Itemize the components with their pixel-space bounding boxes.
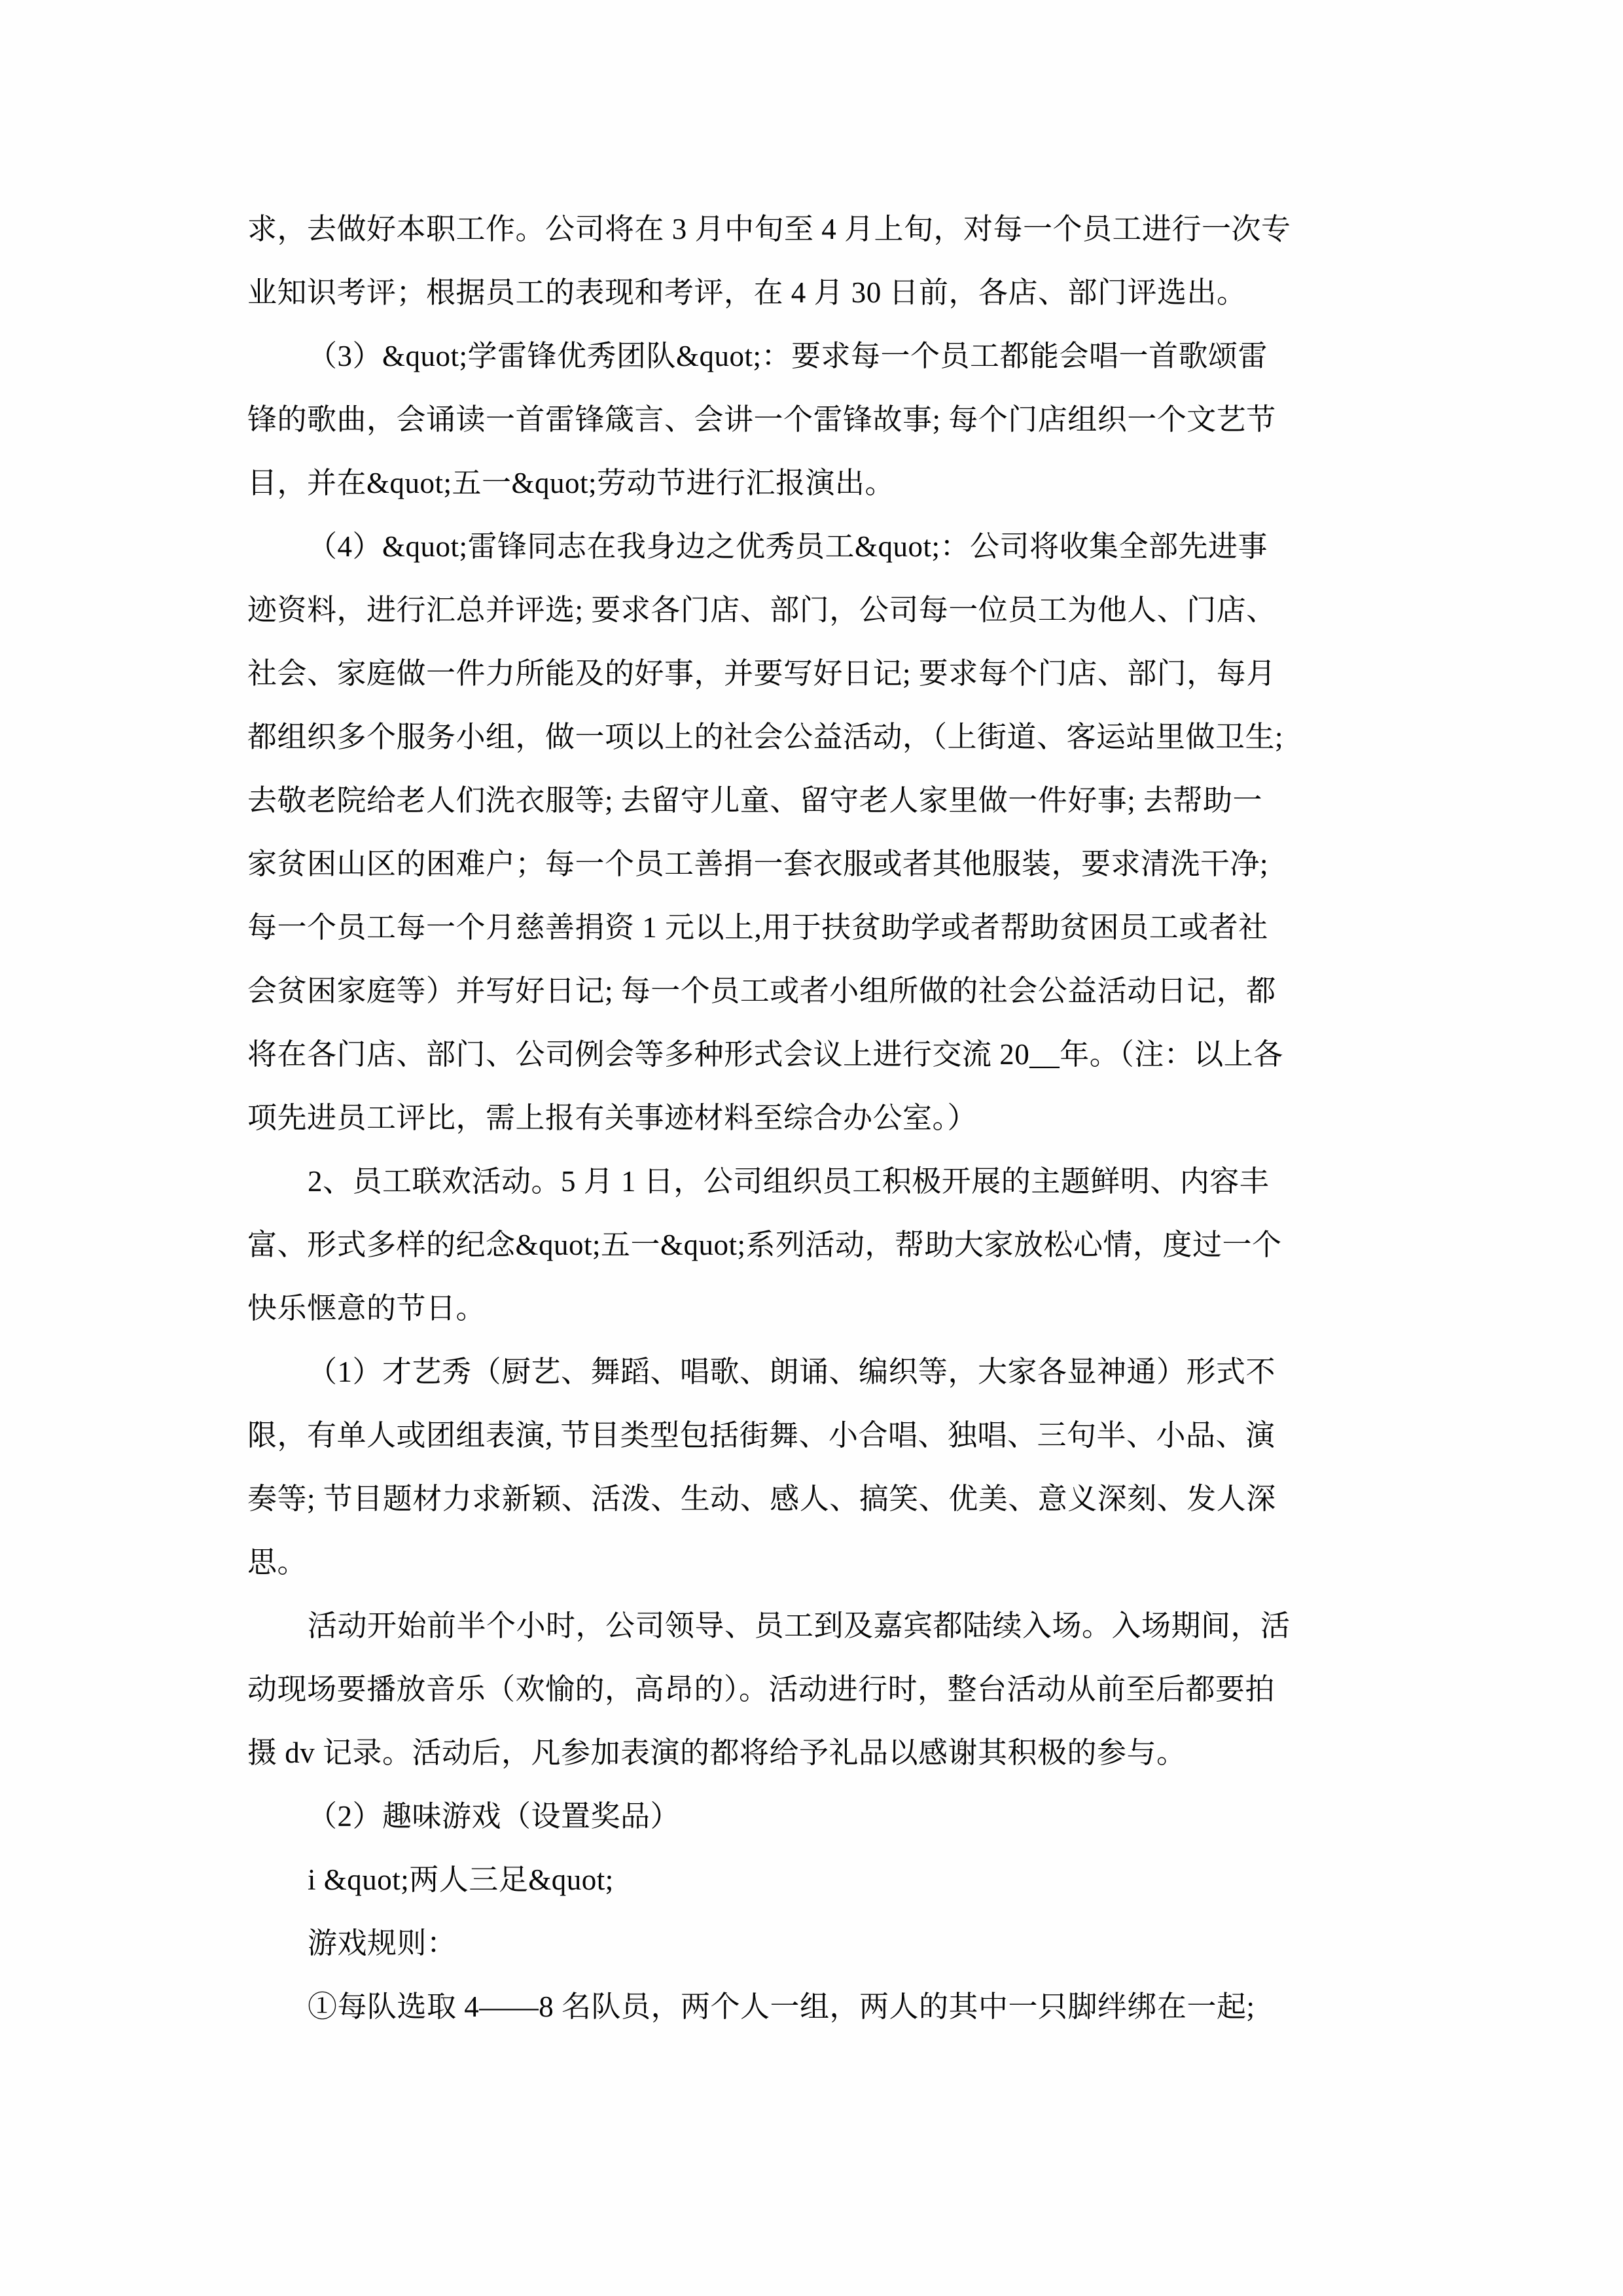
text-line: 迹资料，进行汇总并评选; 要求各门店、部门，公司每一位员工为他人、门店、 [247,594,1276,626]
text-line: 社会、家庭做一件力所能及的好事，并要写好日记; 要求每个门店、部门，每月 [247,657,1276,690]
text-line: 限，有单人或团组表演, 节目类型包括街舞、小合唱、独唱、三句半、小品、演 [247,1419,1275,1452]
text-line: 业知识考评；根据员工的表现和考评，在 4 月 30 日前，各店、部门评选出。 [247,276,1247,309]
text-line: 2、员工联欢活动。5 月 1 日，公司组织员工积极开展的主题鲜明、内容丰 [308,1165,1270,1198]
text-line: 动现场要播放音乐（欢愉的，高昂的）。活动进行时，整台活动从前至后都要拍 [247,1673,1275,1706]
text-line: 奏等; 节目题材力求新颖、活泼、生动、感人、搞笑、优美、意义深刻、发人深 [247,1482,1276,1515]
text-line: （4）&quot;雷锋同志在我身边之优秀员工&quot;：公司将收集全部先进事 [308,530,1268,563]
text-line: 项先进员工评比，需上报有关事迹材料至综合办公室。） [247,1102,978,1134]
text-line: 求，去做好本职工作。公司将在 3 月中旬至 4 月上旬，对每一个员工进行一次专 [247,213,1291,245]
text-line: ①每队选取 4——8 名队员，两个人一组，两人的其中一只脚绊绑在一起; [308,1990,1255,2023]
text-line: 活动开始前半个小时，公司领导、员工到及嘉宾都陆续入场。入场期间，活 [308,1609,1291,1642]
text-line: 去敬老院给老人们洗衣服等; 去留守儿童、留守老人家里做一件好事; 去帮助一 [247,784,1263,817]
text-line: 游戏规则： [308,1927,457,1960]
document-text-block [247,198,1380,2039]
text-line: 将在各门店、部门、公司例会等多种形式会议上进行交流 20__年。（注：以上各 [247,1038,1283,1071]
text-line: 每一个员工每一个月慈善捐资 1 元以上,用于扶贫助学或者帮助贫困员工或者社 [247,911,1268,944]
text-line: 会贫困家庭等）并写好日记; 每一个员工或者小组所做的社会公益活动日记，都 [247,975,1276,1007]
text-line: 都组织多个服务小组，做一项以上的社会公益活动，（上街道、客运站里做卫生; [247,721,1284,753]
text-line: i &quot;两人三足&quot; [308,1863,614,1896]
text-line: 富、形式多样的纪念&quot;五一&quot;系列活动，帮助大家放松心情，度过一个 [247,1229,1282,1261]
text-line: 快乐惬意的节日。 [247,1292,486,1325]
text-line: 思。 [247,1546,308,1579]
text-line: 锋的歌曲，会诵读一首雷锋箴言、会讲一个雷锋故事; 每个门店组织一个文艺节 [247,403,1276,436]
text-line: 家贫困山区的困难户；每一个员工善捐一套衣服或者其他服装，要求清洗干净; [247,848,1269,880]
text-line: （3）&quot;学雷锋优秀团队&quot;：要求每一个员工都能会唱一首歌颂雷 [308,340,1268,372]
text-line: 目，并在&quot;五一&quot;劳动节进行汇报演出。 [247,467,895,499]
text-line: （1）才艺秀（厨艺、舞蹈、唱歌、朗诵、编织等，大家各显神通）形式不 [308,1355,1276,1388]
text-line: 摄 dv 记录。活动后，凡参加表演的都将给予礼品以感谢其积极的参与。 [247,1736,1186,1769]
text-line: （2）趣味游戏（设置奖品） [308,1800,681,1833]
